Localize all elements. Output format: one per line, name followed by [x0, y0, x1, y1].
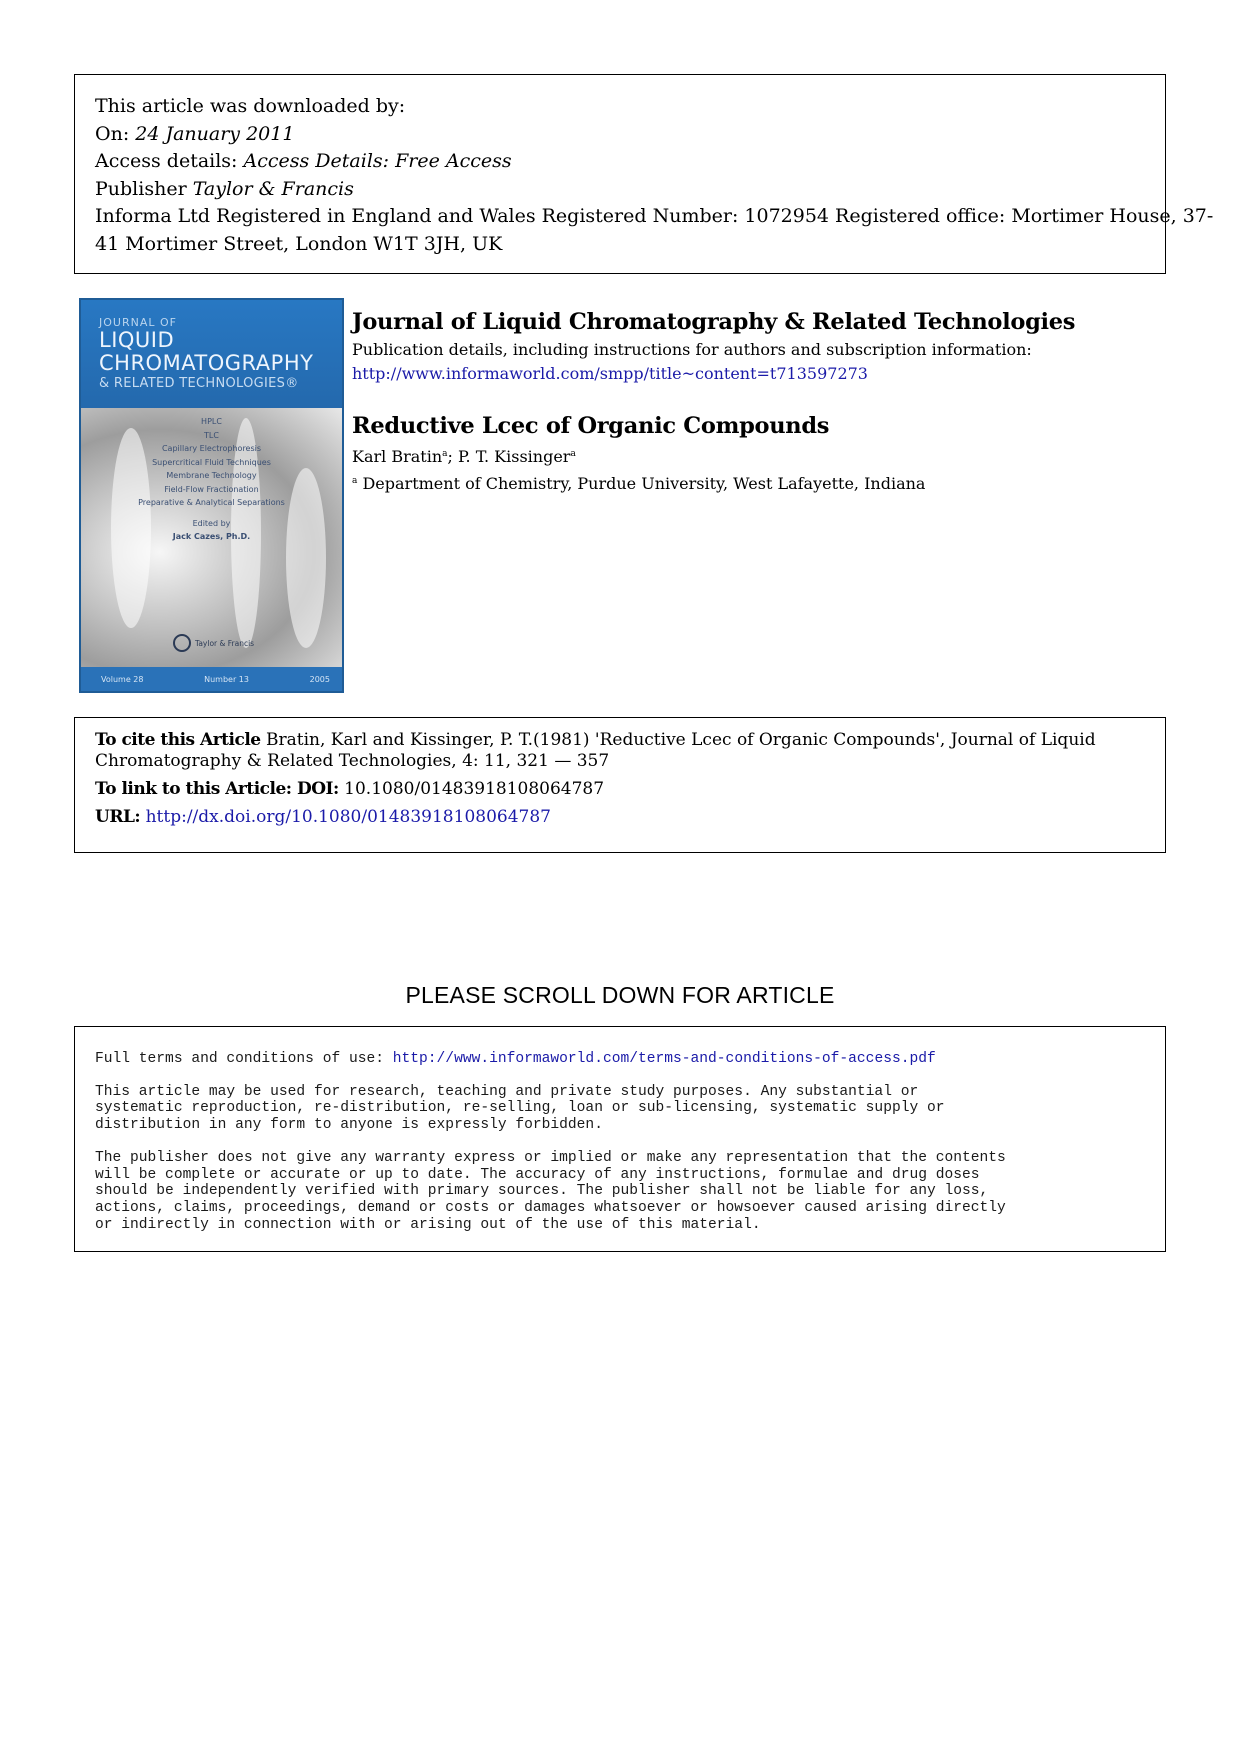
downloaded-by-line: This article was downloaded by: — [95, 95, 406, 117]
article-info — [352, 306, 1152, 496]
journal-title: Journal of Liquid Chromatography & Related Technologies — [352, 309, 1076, 335]
cover-chromatography: CHROMATOGRAPHY — [99, 351, 314, 375]
publisher-label: Publisher — [95, 177, 193, 200]
cover-topic: Membrane Technology — [166, 471, 257, 480]
affiliation-line — [352, 469, 1152, 496]
terms-line: actions, claims, proceedings, demand or costs or damages whatsoever or howsoever caused arising directly — [95, 1199, 1006, 1216]
cite-article-label: To cite this Article — [95, 730, 261, 750]
terms-paragraph-2 — [95, 1150, 1145, 1234]
doi-label: To link to this Article: DOI: — [95, 779, 339, 799]
full-terms-label: Full terms and conditions of use: — [95, 1051, 393, 1067]
cover-topics — [81, 415, 342, 544]
terms-line: distribution in any form to anyone is expressly forbidden. — [95, 1117, 603, 1134]
doi-line — [95, 779, 1145, 800]
doi-url-link[interactable]: http://dx.doi.org/10.1080/01483918108064787 — [145, 807, 551, 827]
download-info-box — [74, 74, 1214, 274]
publisher-value: Taylor & Francis — [192, 177, 354, 200]
access-details-line — [95, 148, 1145, 176]
cover-header — [81, 300, 342, 408]
cover-volume: Volume 28 — [101, 674, 144, 684]
author-2: ; P. T. Kissinger — [447, 447, 571, 466]
informa-registration-line-1: Informa Ltd Registered in England and Wales Registered Number: 1072954 Registered office: Mortimer House, 37- — [95, 205, 1214, 227]
terms-line: systematic reproduction, re-distribution, re-selling, loan or sub-licensing, systematic supply or — [95, 1100, 945, 1117]
url-line — [95, 807, 1145, 828]
cover-edited-by: Edited by — [192, 518, 231, 528]
journal-url-link[interactable]: http://www.informaworld.com/smpp/title~content=t713597273 — [352, 364, 868, 383]
publisher-logo-icon — [173, 634, 191, 652]
scroll-down-notice: PLEASE SCROLL DOWN FOR ARTICLE — [405, 982, 835, 1008]
cover-journal-of: JOURNAL OF — [99, 316, 177, 329]
url-label: URL: — [95, 807, 141, 827]
cite-article-text-2: Chromatography & Related Technologies, 4: 11, 321 — 357 — [95, 751, 610, 771]
terms-url-link[interactable]: http://www.informaworld.com/terms-and-conditions-of-access.pdf — [392, 1051, 936, 1067]
citation-box — [74, 717, 1166, 853]
full-terms-line — [95, 1051, 1145, 1068]
publisher-line — [95, 176, 1145, 204]
journal-cover-image — [79, 298, 344, 693]
cover-publisher-logo — [173, 634, 254, 652]
cover-topic: HPLC — [201, 417, 222, 426]
access-details-label: Access details: — [95, 150, 244, 172]
access-details-value: Access Details: Free Access — [243, 150, 512, 172]
author-1: Karl Bratin — [352, 447, 443, 466]
cover-topic: Field-Flow Fractionation — [164, 484, 259, 494]
informa-registration-line-2: 41 Mortimer Street, London W1T 3JH, UK — [95, 232, 503, 255]
terms-box — [74, 1026, 1166, 1252]
cover-related-technologies: & RELATED TECHNOLOGIES® — [99, 376, 299, 391]
download-date-value: 24 January 2011 — [135, 122, 295, 145]
cover-year: 2005 — [309, 674, 330, 684]
cover-footer — [81, 667, 342, 691]
terms-line: or indirectly in connection with or arising out of the use of this material. — [95, 1216, 761, 1233]
terms-line: The publisher does not give any warranty express or implied or make any representation that the contents — [95, 1149, 1006, 1166]
terms-line: will be complete or accurate or up to date. The accuracy of any instructions, formulae and drug doses — [95, 1166, 980, 1183]
doi-value: 10.1080/01483918108064787 — [338, 779, 605, 799]
authors-line — [352, 442, 1152, 469]
cover-liquid: LIQUID — [99, 328, 175, 352]
cover-editor: Jack Cazes, Ph.D. — [172, 532, 251, 541]
terms-line: should be independently verified with primary sources. The publisher shall not be liable for any loss, — [95, 1183, 989, 1200]
cover-topic: Capillary Electrophoresis — [161, 444, 262, 453]
download-date-line — [95, 121, 1145, 149]
publication-details: Publication details, including instructions for authors and subscription information: — [352, 340, 1032, 359]
cite-article-text-1: Bratin, Karl and Kissinger, P. T.(1981) 'Reductive Lcec of Organic Compounds', Journal of Liquid — [260, 730, 1096, 750]
cover-logo-text: Taylor & Francis — [195, 638, 255, 648]
cover-topic: Supercritical Fluid Techniques — [152, 457, 271, 467]
terms-line: This article may be used for research, teaching and private study purposes. Any substantial or — [95, 1083, 919, 1100]
author-1-affil-marker: a — [442, 449, 448, 459]
article-title: Reductive Lcec of Organic Compounds — [352, 413, 830, 439]
cite-article-line — [95, 730, 1145, 751]
author-2-affil-marker: a — [570, 449, 576, 459]
affiliation-marker: a — [352, 476, 358, 486]
affiliation-text: Department of Chemistry, Purdue University, West Lafayette, Indiana — [357, 474, 926, 493]
download-date-label: On: — [95, 122, 136, 145]
cover-topic: Preparative & Analytical Separations — [138, 498, 285, 507]
cover-topic: TLC — [204, 430, 219, 440]
terms-paragraph-1 — [95, 1084, 1145, 1134]
cover-number: Number 13 — [204, 674, 249, 684]
